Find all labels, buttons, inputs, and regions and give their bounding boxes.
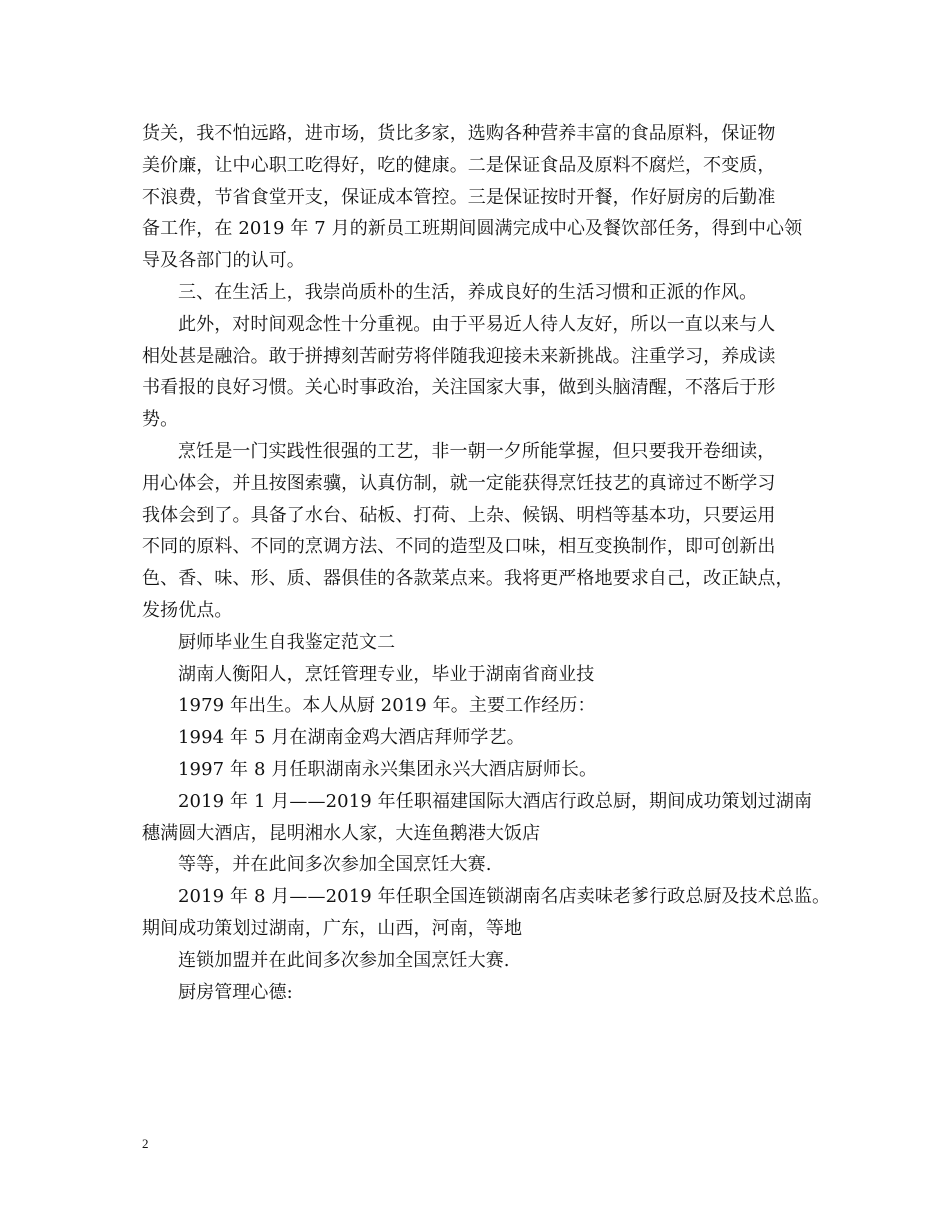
text-line: 等等，并在此间多次参加全国烹饪大赛. — [178, 854, 492, 876]
text-line: 发扬优点。 — [142, 599, 233, 621]
text-line: 2019 年 8 月——2019 年任职全国连锁湖南名店卖味老爹行政总厨及技术总监。 — [178, 886, 831, 908]
text-line: 2019 年 1 月——2019 年任职福建国际大酒店行政总厨，期间成功策划过湖南 — [178, 790, 813, 812]
text-line: 连锁加盟并在此间多次参加全国烹饪大赛. — [178, 949, 510, 971]
text-line: 不同的原料、不同的烹调方法、不同的造型及口味，相互变换制作，即可创新出 — [142, 536, 776, 558]
text-line: 1979 年出生。本人从厨 2019 年。主要工作经历： — [178, 695, 596, 717]
text-line: 色、香、味、形、质、器俱佳的各款菜点来。我将更严格地要求自己，改正缺点， — [142, 568, 794, 590]
text-line: 相处甚是融洽。敢于拼搏刻苦耐劳将伴随我迎接未来新挑战。注重学习，养成读 — [142, 345, 776, 367]
text-line: 导及各部门的认可。 — [142, 250, 305, 272]
text-line: 穗满圆大酒店，昆明湘水人家，大连鱼鹅港大饭店 — [142, 822, 541, 844]
text-line: 1994 年 5 月在湖南金鸡大酒店拜师学艺。 — [178, 727, 525, 749]
text-line: 厨房管理心德: — [178, 981, 293, 1003]
text-line: 美价廉，让中心职工吃得好，吃的健康。二是保证食品及原料不腐烂，不变质， — [142, 154, 776, 176]
text-line: 势。 — [142, 409, 179, 431]
text-line: 我体会到了。具备了水台、砧板、打荷、上杂、候锅、明档等基本功，只要运用 — [142, 504, 776, 526]
text-line: 用心体会，并且按图索骥，认真仿制，就一定能获得烹饪技艺的真谛过不断学习 — [142, 472, 776, 494]
text-line: 此外，对时间观念性十分重视。由于平易近人待人友好，所以一直以来与人 — [178, 313, 776, 335]
text-line: 厨师毕业生自我鉴定范文二 — [178, 631, 396, 653]
text-line: 不浪费，节省食堂开支，保证成本管控。三是保证按时开餐，作好厨房的后勤准 — [142, 186, 776, 208]
text-line: 湖南人衡阳人，烹饪管理专业，毕业于湖南省商业技 — [178, 663, 595, 685]
text-line: 三、在生活上，我崇尚质朴的生活，养成良好的生活习惯和正派的作风。 — [178, 281, 758, 303]
text-line: 书看报的良好习惯。关心时事政治，关注国家大事，做到头脑清醒，不落后于形 — [142, 377, 776, 399]
document-body — [142, 118, 832, 1008]
text-line: 货关，我不怕远路，进市场，货比多家，选购各种营养丰富的食品原料，保证物 — [142, 123, 776, 144]
text-line: 烹饪是一门实践性很强的工艺，非一朝一夕所能掌握，但只要我开卷细读， — [178, 440, 776, 462]
text-line: 期间成功策划过湖南，广东，山西，河南，等地 — [142, 917, 523, 939]
text-line: 1997 年 8 月任职湖南永兴集团永兴大酒店厨师长。 — [178, 758, 598, 780]
page-number: 2 — [142, 1136, 149, 1151]
text-line: 备工作，在 2019 年 7 月的新员工班期间圆满完成中心及餐饮部任务，得到中心领 — [142, 218, 803, 240]
